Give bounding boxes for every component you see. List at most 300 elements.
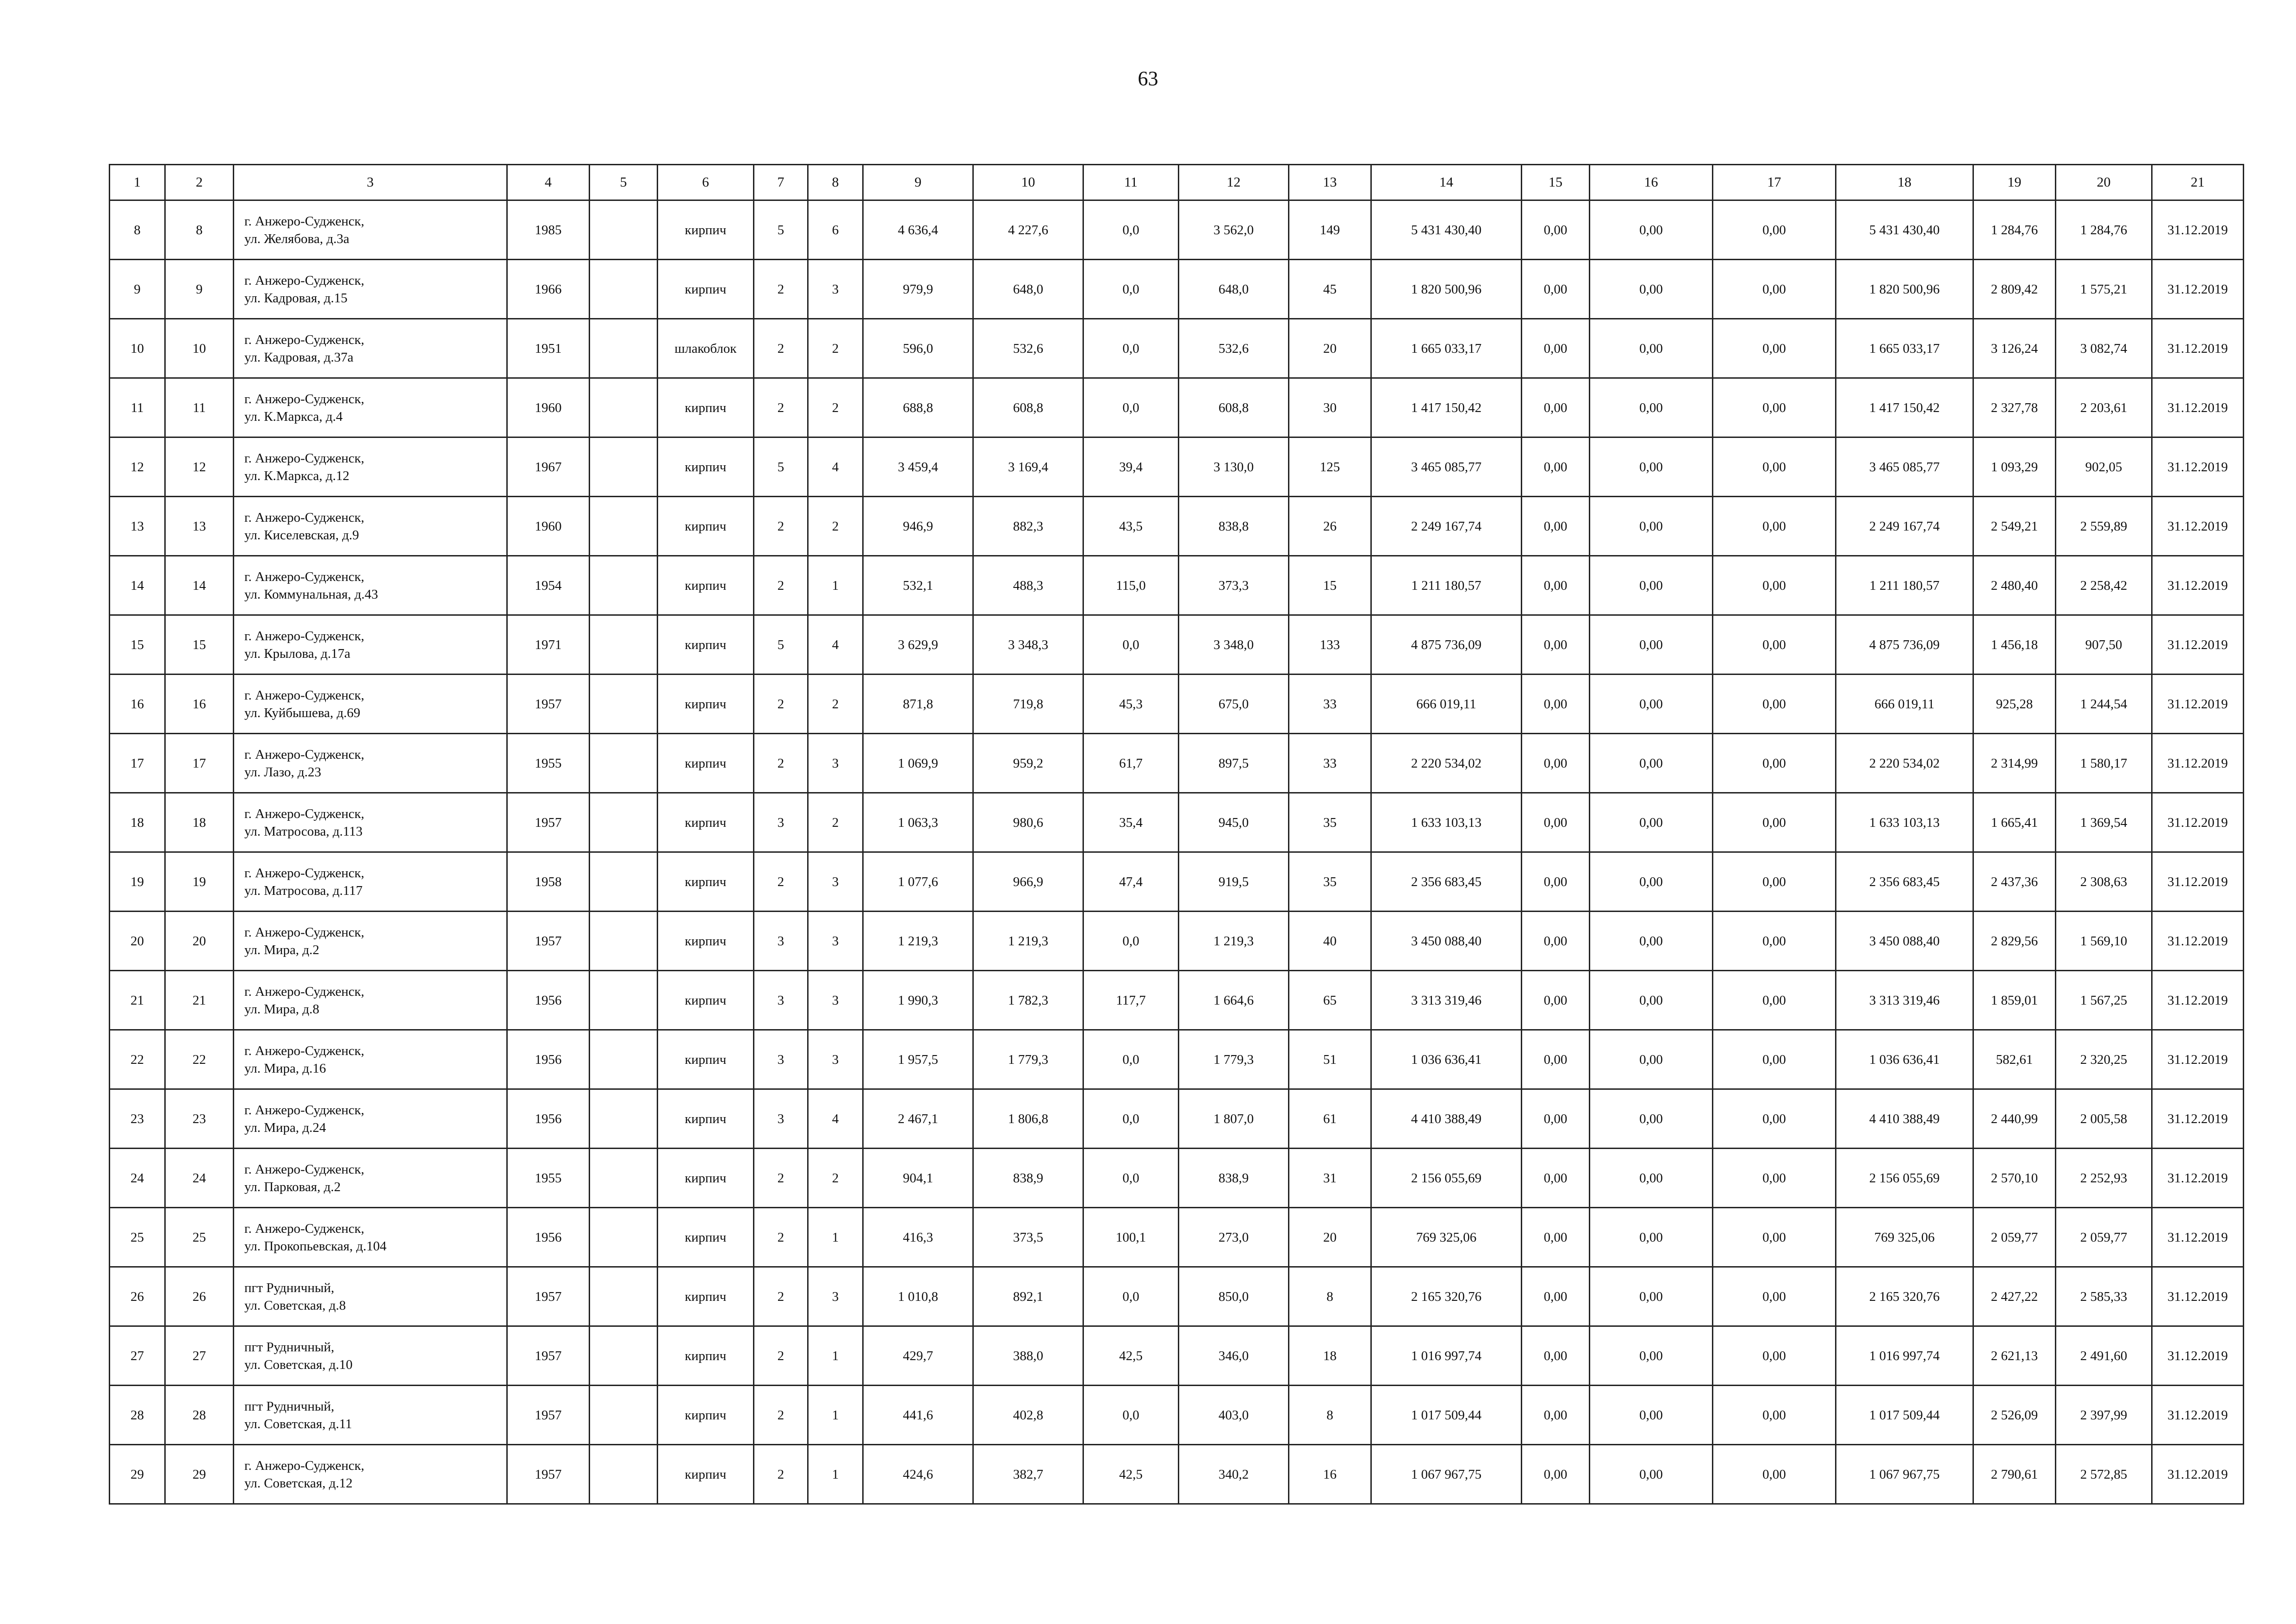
table-cell: 26 bbox=[110, 1267, 165, 1326]
table-cell: 2 249 167,74 bbox=[1371, 497, 1522, 556]
table-cell: 0,00 bbox=[1590, 556, 1713, 615]
table-cell: 16 bbox=[165, 675, 234, 734]
table-cell: 1 211 180,57 bbox=[1371, 556, 1522, 615]
table-cell: шлакоблок bbox=[658, 319, 754, 378]
table-cell: 0,0 bbox=[1083, 378, 1179, 437]
table-cell: 1 665 033,17 bbox=[1836, 319, 1973, 378]
table-cell: 488,3 bbox=[973, 556, 1083, 615]
table-cell: 117,7 bbox=[1083, 971, 1179, 1030]
table-cell: 838,8 bbox=[1179, 497, 1289, 556]
table-cell: 904,1 bbox=[863, 1149, 973, 1208]
table-cell: 2 308,63 bbox=[2056, 852, 2152, 912]
column-number-cell: 13 bbox=[1289, 165, 1371, 200]
table-cell: 1958 bbox=[507, 852, 590, 912]
table-cell: 0,00 bbox=[1713, 734, 1836, 793]
address-street: ул. Советская, д.11 bbox=[244, 1416, 352, 1431]
table-cell: кирпич bbox=[658, 1089, 754, 1149]
table-cell: 892,1 bbox=[973, 1267, 1083, 1326]
address-cell bbox=[234, 852, 507, 912]
table-cell: 1 990,3 bbox=[863, 971, 973, 1030]
table-cell: 2 356 683,45 bbox=[1836, 852, 1973, 912]
table-cell bbox=[590, 1386, 658, 1445]
table-cell: 2 220 534,02 bbox=[1371, 734, 1522, 793]
table-cell: 0,00 bbox=[1522, 1445, 1590, 1504]
table-cell: 5 431 430,40 bbox=[1371, 200, 1522, 260]
table-cell: 2 203,61 bbox=[2056, 378, 2152, 437]
table-cell: 13 bbox=[110, 497, 165, 556]
table-cell: 2 bbox=[808, 378, 863, 437]
table-cell: 3 bbox=[754, 971, 808, 1030]
table-cell: 346,0 bbox=[1179, 1326, 1289, 1386]
table-cell: 21 bbox=[110, 971, 165, 1030]
table-cell: 1966 bbox=[507, 260, 590, 319]
table-row bbox=[110, 437, 2244, 497]
table-cell: 2 bbox=[754, 1208, 808, 1267]
table-cell: 2 bbox=[808, 675, 863, 734]
table-cell: 9 bbox=[165, 260, 234, 319]
table-cell: 0,00 bbox=[1522, 1030, 1590, 1089]
table-cell: 3 629,9 bbox=[863, 615, 973, 675]
table-cell: 1956 bbox=[507, 1208, 590, 1267]
table-cell: 2 bbox=[754, 1386, 808, 1445]
table-cell: 3 465 085,77 bbox=[1836, 437, 1973, 497]
table-cell: 0,00 bbox=[1713, 1208, 1836, 1267]
table-cell: 2 549,21 bbox=[1973, 497, 2056, 556]
column-number-cell: 8 bbox=[808, 165, 863, 200]
table-cell: 0,00 bbox=[1522, 319, 1590, 378]
table-cell: 40 bbox=[1289, 912, 1371, 971]
table-row bbox=[110, 793, 2244, 852]
table-cell: кирпич bbox=[658, 260, 754, 319]
address-street: ул. Кадровая, д.15 bbox=[244, 290, 348, 306]
table-cell: 0,00 bbox=[1713, 497, 1836, 556]
table-cell: 4 410 388,49 bbox=[1371, 1089, 1522, 1149]
table-cell: 769 325,06 bbox=[1371, 1208, 1522, 1267]
table-row bbox=[110, 912, 2244, 971]
address-locality: пгт Рудничный, bbox=[244, 1399, 335, 1414]
table-cell: 2 320,25 bbox=[2056, 1030, 2152, 1089]
address-cell bbox=[234, 1089, 507, 1149]
table-cell: 1957 bbox=[507, 1445, 590, 1504]
table-cell: 373,3 bbox=[1179, 556, 1289, 615]
table-cell: 688,8 bbox=[863, 378, 973, 437]
table-cell: 882,3 bbox=[973, 497, 1083, 556]
table-cell: 2 570,10 bbox=[1973, 1149, 2056, 1208]
table-row bbox=[110, 734, 2244, 793]
table-cell: кирпич bbox=[658, 1030, 754, 1089]
address-street: ул. Прокопьевская, д.104 bbox=[244, 1238, 387, 1254]
table-cell: 0,00 bbox=[1590, 675, 1713, 734]
table-cell: 0,00 bbox=[1590, 615, 1713, 675]
table-cell: 388,0 bbox=[973, 1326, 1083, 1386]
table-cell: 2 bbox=[754, 734, 808, 793]
table-cell: 31.12.2019 bbox=[2152, 615, 2244, 675]
table-cell: 1 782,3 bbox=[973, 971, 1083, 1030]
address-locality: г. Анжеро-Судженск, bbox=[244, 510, 365, 525]
table-cell bbox=[590, 437, 658, 497]
table-cell bbox=[590, 675, 658, 734]
table-cell: 1 369,54 bbox=[2056, 793, 2152, 852]
table-cell: 1 284,76 bbox=[1973, 200, 2056, 260]
table-cell: 2 397,99 bbox=[2056, 1386, 2152, 1445]
table-cell: 946,9 bbox=[863, 497, 973, 556]
table-cell: 9 bbox=[110, 260, 165, 319]
table-cell: 979,9 bbox=[863, 260, 973, 319]
page-number: 63 bbox=[1138, 67, 1158, 90]
table-cell: 115,0 bbox=[1083, 556, 1179, 615]
table-cell: 0,00 bbox=[1590, 1267, 1713, 1326]
table-cell: 0,00 bbox=[1522, 378, 1590, 437]
table-cell: 3 562,0 bbox=[1179, 200, 1289, 260]
table-cell: 382,7 bbox=[973, 1445, 1083, 1504]
table-cell: 2 bbox=[754, 260, 808, 319]
table-cell: 2 491,60 bbox=[2056, 1326, 2152, 1386]
table-cell: 31.12.2019 bbox=[2152, 260, 2244, 319]
table-cell: 608,8 bbox=[973, 378, 1083, 437]
table-cell: 31.12.2019 bbox=[2152, 675, 2244, 734]
table-cell: 0,0 bbox=[1083, 260, 1179, 319]
table-cell bbox=[590, 319, 658, 378]
table-cell: 2 356 683,45 bbox=[1371, 852, 1522, 912]
address-street: ул. Советская, д.10 bbox=[244, 1357, 353, 1372]
address-locality: г. Анжеро-Судженск, bbox=[244, 332, 365, 347]
table-row bbox=[110, 1386, 2244, 1445]
column-number-cell: 6 bbox=[658, 165, 754, 200]
table-cell: 31.12.2019 bbox=[2152, 734, 2244, 793]
address-street: ул. К.Маркса, д.12 bbox=[244, 468, 349, 483]
table-cell: 12 bbox=[110, 437, 165, 497]
table-cell: 0,00 bbox=[1590, 852, 1713, 912]
table-cell: 3 bbox=[808, 260, 863, 319]
address-cell bbox=[234, 1030, 507, 1089]
table-cell: 20 bbox=[165, 912, 234, 971]
table-cell: 1 219,3 bbox=[863, 912, 973, 971]
table-cell: 61 bbox=[1289, 1089, 1371, 1149]
table-cell: 35 bbox=[1289, 793, 1371, 852]
table-cell: 0,00 bbox=[1522, 497, 1590, 556]
column-number-cell: 12 bbox=[1179, 165, 1289, 200]
address-locality: г. Анжеро-Судженск, bbox=[244, 273, 365, 288]
table-cell: 2 467,1 bbox=[863, 1089, 973, 1149]
table-cell: 2 bbox=[754, 1149, 808, 1208]
table-cell: 31.12.2019 bbox=[2152, 1386, 2244, 1445]
table-cell: 3 348,3 bbox=[973, 615, 1083, 675]
address-locality: г. Анжеро-Судженск, bbox=[244, 1221, 365, 1236]
table-cell: 441,6 bbox=[863, 1386, 973, 1445]
table-cell: 424,6 bbox=[863, 1445, 973, 1504]
table-cell: 0,00 bbox=[1522, 1386, 1590, 1445]
table-cell: 2 bbox=[754, 556, 808, 615]
table-cell: 0,0 bbox=[1083, 1267, 1179, 1326]
table-cell: 1956 bbox=[507, 1089, 590, 1149]
table-cell: 3 bbox=[754, 1089, 808, 1149]
column-number-cell: 21 bbox=[2152, 165, 2244, 200]
address-cell bbox=[234, 1208, 507, 1267]
table-cell: 45,3 bbox=[1083, 675, 1179, 734]
table-row bbox=[110, 615, 2244, 675]
table-cell: 3 bbox=[808, 852, 863, 912]
table-cell: 0,00 bbox=[1713, 1326, 1836, 1386]
table-cell: 0,00 bbox=[1713, 556, 1836, 615]
table-cell: 8 bbox=[1289, 1386, 1371, 1445]
address-cell bbox=[234, 378, 507, 437]
address-locality: г. Анжеро-Судженск, bbox=[244, 1043, 365, 1058]
table-cell: 25 bbox=[165, 1208, 234, 1267]
table-cell: 0,00 bbox=[1590, 378, 1713, 437]
table-cell: 31.12.2019 bbox=[2152, 1089, 2244, 1149]
table-cell: кирпич bbox=[658, 675, 754, 734]
address-cell bbox=[234, 615, 507, 675]
address-street: ул. Мира, д.8 bbox=[244, 1001, 319, 1017]
table-cell: 1 806,8 bbox=[973, 1089, 1083, 1149]
table-cell: 3 450 088,40 bbox=[1836, 912, 1973, 971]
table-cell: 3 bbox=[808, 971, 863, 1030]
address-locality: г. Анжеро-Судженск, bbox=[244, 569, 365, 584]
table-cell: 5 bbox=[754, 615, 808, 675]
address-locality: г. Анжеро-Судженск, bbox=[244, 450, 365, 466]
table-cell: 1 957,5 bbox=[863, 1030, 973, 1089]
table-row bbox=[110, 1089, 2244, 1149]
table-cell: 1 665,41 bbox=[1973, 793, 2056, 852]
table-cell: 0,00 bbox=[1522, 437, 1590, 497]
table-cell: кирпич bbox=[658, 497, 754, 556]
table-cell: 2 252,93 bbox=[2056, 1149, 2152, 1208]
table-cell bbox=[590, 793, 658, 852]
table-cell: кирпич bbox=[658, 615, 754, 675]
table-cell: 719,8 bbox=[973, 675, 1083, 734]
table-cell: 0,00 bbox=[1522, 912, 1590, 971]
table-cell: 4 bbox=[808, 437, 863, 497]
column-number-cell: 9 bbox=[863, 165, 973, 200]
address-street: ул. Матросова, д.117 bbox=[244, 883, 363, 898]
table-cell: 0,00 bbox=[1522, 1149, 1590, 1208]
table-cell: 17 bbox=[110, 734, 165, 793]
column-number-cell: 17 bbox=[1713, 165, 1836, 200]
table-cell: 15 bbox=[165, 615, 234, 675]
table-cell: 24 bbox=[165, 1149, 234, 1208]
table-cell: 23 bbox=[110, 1089, 165, 1149]
table-cell: 0,0 bbox=[1083, 1386, 1179, 1445]
table-cell: 31.12.2019 bbox=[2152, 437, 2244, 497]
table-cell bbox=[590, 1267, 658, 1326]
table-cell: 1 567,25 bbox=[2056, 971, 2152, 1030]
address-locality: г. Анжеро-Судженск, bbox=[244, 1162, 365, 1177]
table-cell: 2 bbox=[808, 497, 863, 556]
table-cell: 1 010,8 bbox=[863, 1267, 973, 1326]
table-cell: 4 227,6 bbox=[973, 200, 1083, 260]
table-cell: 0,00 bbox=[1713, 319, 1836, 378]
table-cell: 980,6 bbox=[973, 793, 1083, 852]
table-cell bbox=[590, 971, 658, 1030]
table-cell: 1956 bbox=[507, 971, 590, 1030]
table-cell: 0,00 bbox=[1713, 1445, 1836, 1504]
table-cell: 2 480,40 bbox=[1973, 556, 2056, 615]
table-cell: 0,00 bbox=[1590, 200, 1713, 260]
table-cell: 0,00 bbox=[1590, 1149, 1713, 1208]
table-cell: 19 bbox=[165, 852, 234, 912]
address-street: ул. Мира, д.2 bbox=[244, 942, 319, 957]
address-locality: г. Анжеро-Судженск, bbox=[244, 924, 365, 940]
table-cell bbox=[590, 1089, 658, 1149]
table-cell: 2 059,77 bbox=[1973, 1208, 2056, 1267]
table-cell: 1 664,6 bbox=[1179, 971, 1289, 1030]
table-cell: 3 450 088,40 bbox=[1371, 912, 1522, 971]
table-cell: 850,0 bbox=[1179, 1267, 1289, 1326]
table-cell: кирпич bbox=[658, 1386, 754, 1445]
address-cell bbox=[234, 1445, 507, 1504]
table-cell: 26 bbox=[165, 1267, 234, 1326]
address-cell bbox=[234, 319, 507, 378]
table-cell: 403,0 bbox=[1179, 1386, 1289, 1445]
table-cell: 0,00 bbox=[1522, 615, 1590, 675]
address-street: ул. Коммунальная, д.43 bbox=[244, 587, 378, 602]
table-cell: 402,8 bbox=[973, 1386, 1083, 1445]
table-cell: 42,5 bbox=[1083, 1326, 1179, 1386]
table-cell: 769 325,06 bbox=[1836, 1208, 1973, 1267]
table-cell: 2 bbox=[754, 319, 808, 378]
table-cell bbox=[590, 615, 658, 675]
table-cell: 2 156 055,69 bbox=[1371, 1149, 1522, 1208]
table-cell: 45 bbox=[1289, 260, 1371, 319]
table-cell: кирпич bbox=[658, 1326, 754, 1386]
table-cell: 1957 bbox=[507, 1386, 590, 1445]
table-cell: 42,5 bbox=[1083, 1445, 1179, 1504]
table-cell: 3 bbox=[808, 912, 863, 971]
address-cell bbox=[234, 260, 507, 319]
table-cell: 0,0 bbox=[1083, 615, 1179, 675]
table-cell: 1 569,10 bbox=[2056, 912, 2152, 971]
address-street: ул. Матросова, д.113 bbox=[244, 824, 363, 839]
table-cell: 2 bbox=[754, 378, 808, 437]
table-cell: 14 bbox=[165, 556, 234, 615]
address-street: ул. Советская, д.8 bbox=[244, 1298, 346, 1313]
table-cell: 1957 bbox=[507, 675, 590, 734]
address-cell bbox=[234, 1149, 507, 1208]
address-street: ул. Желябова, д.3а bbox=[244, 231, 349, 246]
table-cell: 273,0 bbox=[1179, 1208, 1289, 1267]
table-cell bbox=[590, 912, 658, 971]
table-cell: 0,00 bbox=[1522, 1208, 1590, 1267]
address-cell bbox=[234, 1386, 507, 1445]
column-number-cell: 2 bbox=[165, 165, 234, 200]
table-cell: 3 459,4 bbox=[863, 437, 973, 497]
address-locality: г. Анжеро-Судженск, bbox=[244, 984, 365, 999]
table-cell: 0,00 bbox=[1590, 1089, 1713, 1149]
address-street: ул. Кадровая, д.37а bbox=[244, 350, 354, 365]
table-cell: 596,0 bbox=[863, 319, 973, 378]
table-cell: 0,00 bbox=[1522, 734, 1590, 793]
table-cell bbox=[590, 1445, 658, 1504]
table-cell: 2 bbox=[808, 319, 863, 378]
table-cell: 0,00 bbox=[1522, 1089, 1590, 1149]
table-cell: 1 093,29 bbox=[1973, 437, 2056, 497]
table-cell: 31.12.2019 bbox=[2152, 497, 2244, 556]
table-cell: кирпич bbox=[658, 556, 754, 615]
table-cell: кирпич bbox=[658, 437, 754, 497]
table-cell: 340,2 bbox=[1179, 1445, 1289, 1504]
table-cell: 4 bbox=[808, 615, 863, 675]
table-cell: 1 067 967,75 bbox=[1371, 1445, 1522, 1504]
table-row bbox=[110, 1267, 2244, 1326]
table-cell: 35 bbox=[1289, 852, 1371, 912]
column-number-cell: 5 bbox=[590, 165, 658, 200]
table-cell: 26 bbox=[1289, 497, 1371, 556]
table-cell: 648,0 bbox=[973, 260, 1083, 319]
table-cell: кирпич bbox=[658, 1208, 754, 1267]
table-cell: 0,00 bbox=[1590, 912, 1713, 971]
table-cell: кирпич bbox=[658, 734, 754, 793]
table-cell: 65 bbox=[1289, 971, 1371, 1030]
table-row bbox=[110, 1030, 2244, 1089]
table-cell bbox=[590, 200, 658, 260]
table-row bbox=[110, 1326, 2244, 1386]
table-row bbox=[110, 852, 2244, 912]
table-cell: 1 069,9 bbox=[863, 734, 973, 793]
table-cell: 16 bbox=[1289, 1445, 1371, 1504]
table-cell: 3 169,4 bbox=[973, 437, 1083, 497]
table-cell: 0,00 bbox=[1590, 1386, 1713, 1445]
table-cell: 31.12.2019 bbox=[2152, 1149, 2244, 1208]
table-cell: 31.12.2019 bbox=[2152, 1030, 2244, 1089]
address-locality: г. Анжеро-Судженск, bbox=[244, 687, 365, 703]
table-cell bbox=[590, 497, 658, 556]
table-cell: кирпич bbox=[658, 971, 754, 1030]
table-cell: кирпич bbox=[658, 378, 754, 437]
table-cell: 3 313 319,46 bbox=[1371, 971, 1522, 1030]
table-cell: 4 875 736,09 bbox=[1371, 615, 1522, 675]
table-cell: 21 bbox=[165, 971, 234, 1030]
table-cell: 1957 bbox=[507, 1267, 590, 1326]
table-cell: 31.12.2019 bbox=[2152, 556, 2244, 615]
table-cell: 871,8 bbox=[863, 675, 973, 734]
table-cell: 17 bbox=[165, 734, 234, 793]
table-cell: 532,6 bbox=[1179, 319, 1289, 378]
address-street: ул. Лазо, д.23 bbox=[244, 764, 322, 780]
table-cell: 1 244,54 bbox=[2056, 675, 2152, 734]
table-cell: 1 bbox=[808, 1386, 863, 1445]
table-cell: 2 437,36 bbox=[1973, 852, 2056, 912]
table-cell: 31.12.2019 bbox=[2152, 1326, 2244, 1386]
table-cell: 1 665 033,17 bbox=[1371, 319, 1522, 378]
table-cell: 0,00 bbox=[1590, 734, 1713, 793]
table-cell bbox=[590, 734, 658, 793]
table-row bbox=[110, 556, 2244, 615]
table-cell: 1 417 150,42 bbox=[1371, 378, 1522, 437]
table-cell: 0,00 bbox=[1522, 675, 1590, 734]
table-cell: 3 bbox=[754, 793, 808, 852]
table-cell: 31.12.2019 bbox=[2152, 1445, 2244, 1504]
address-cell bbox=[234, 437, 507, 497]
table-cell: 0,00 bbox=[1590, 260, 1713, 319]
address-cell bbox=[234, 675, 507, 734]
table-cell: 1954 bbox=[507, 556, 590, 615]
table-cell: 18 bbox=[165, 793, 234, 852]
column-number-cell: 20 bbox=[2056, 165, 2152, 200]
column-number-cell: 7 bbox=[754, 165, 808, 200]
table-cell: 22 bbox=[110, 1030, 165, 1089]
table-cell: 1 016 997,74 bbox=[1836, 1326, 1973, 1386]
table-cell: 39,4 bbox=[1083, 437, 1179, 497]
table-cell: 2 220 534,02 bbox=[1836, 734, 1973, 793]
table-cell: 31.12.2019 bbox=[2152, 971, 2244, 1030]
table-cell: 532,1 bbox=[863, 556, 973, 615]
table-cell: 0,00 bbox=[1522, 1326, 1590, 1386]
table-cell: 1957 bbox=[507, 793, 590, 852]
table-cell bbox=[590, 852, 658, 912]
table-cell: 0,00 bbox=[1522, 200, 1590, 260]
address-cell bbox=[234, 971, 507, 1030]
table-cell: 0,00 bbox=[1522, 260, 1590, 319]
